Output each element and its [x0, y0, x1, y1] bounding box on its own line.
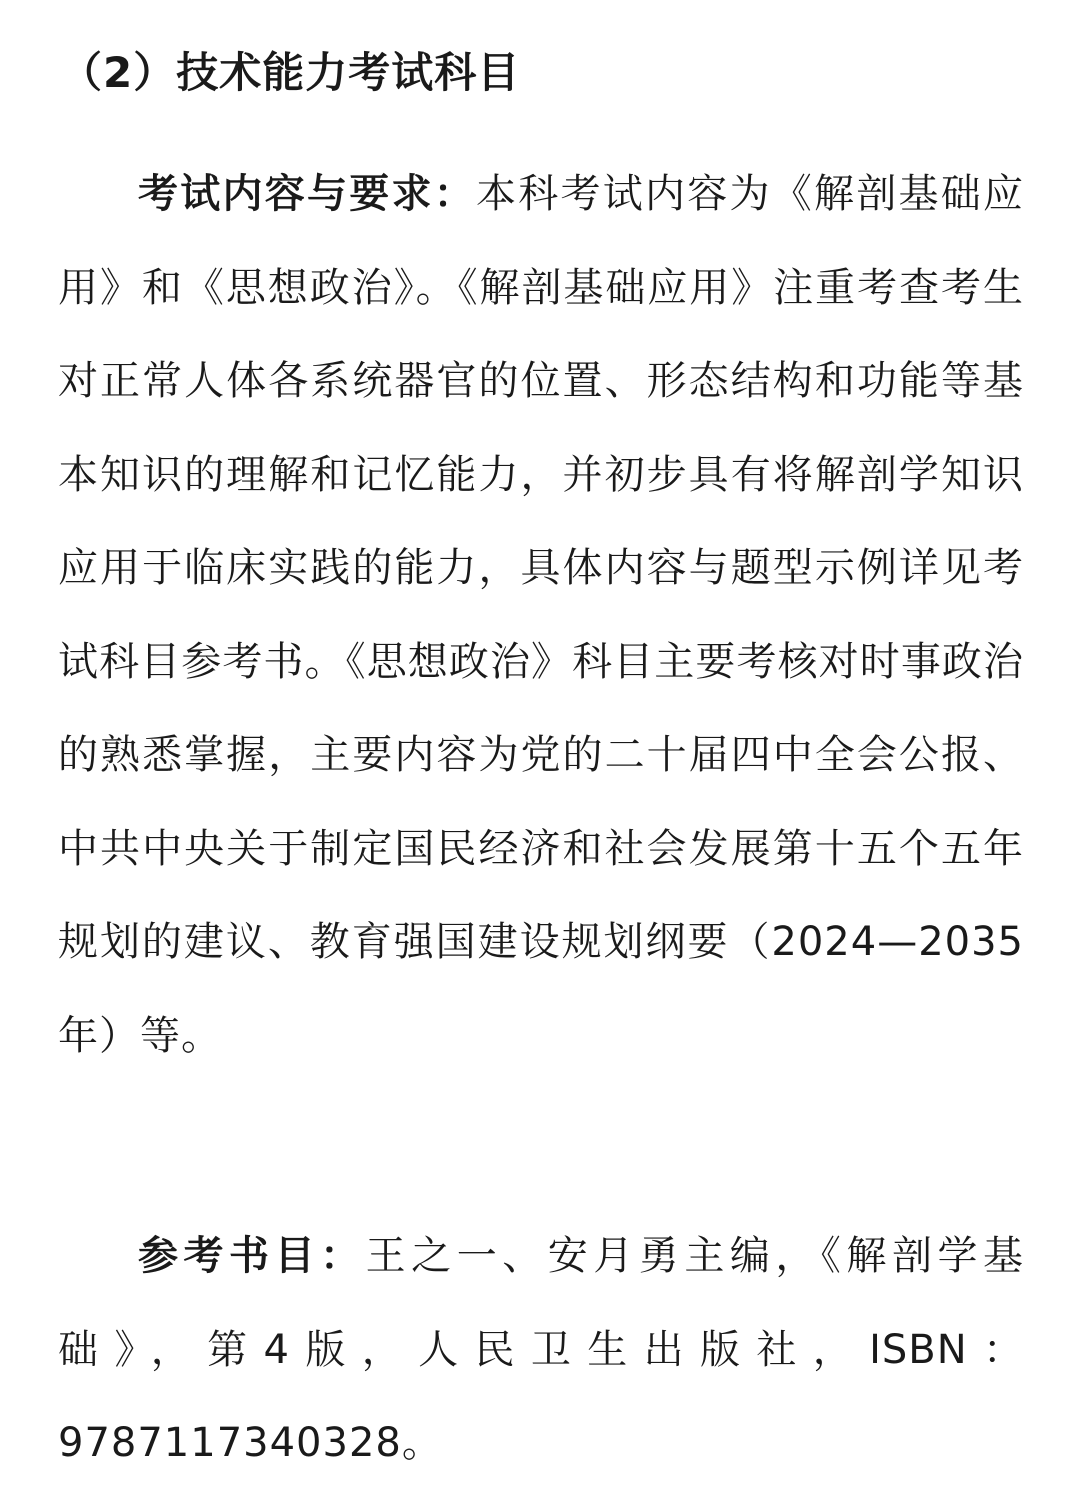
- reference-books-text: 王之一、安月勇主编，《解剖学基础》，第4版，人民卫生出版社，ISBN：9787117340328。: [58, 1233, 1025, 1466]
- exam-content-paragraph: [58, 148, 1024, 1083]
- section-heading: （2）技术能力考试科目: [60, 48, 521, 97]
- exam-content-text: 本科考试内容为《解剖基础应用》和《思想政治》。《解剖基础应用》注重考查考生对正常人体各系统器官的位置、形态结构和功能等基本知识的理解和记忆能力，并初步具有将解剖学知识应用于临床实践的能力，具体内容与题型示例详见考试科目参考书。《思想政治》科目主要考核对时事政治的熟悉掌握，主要内容为党的二十届四中全会公报、中共中央关于制定国民经济和社会发展第十五个五年规划的建议、教育强国建设规划纲要（2024—2035年）等。: [58, 171, 1024, 1059]
- reference-books-paragraph: [58, 1210, 1024, 1491]
- reference-books-label: 参考书目：: [138, 1233, 366, 1279]
- exam-content-label: 考试内容与要求：: [138, 171, 476, 217]
